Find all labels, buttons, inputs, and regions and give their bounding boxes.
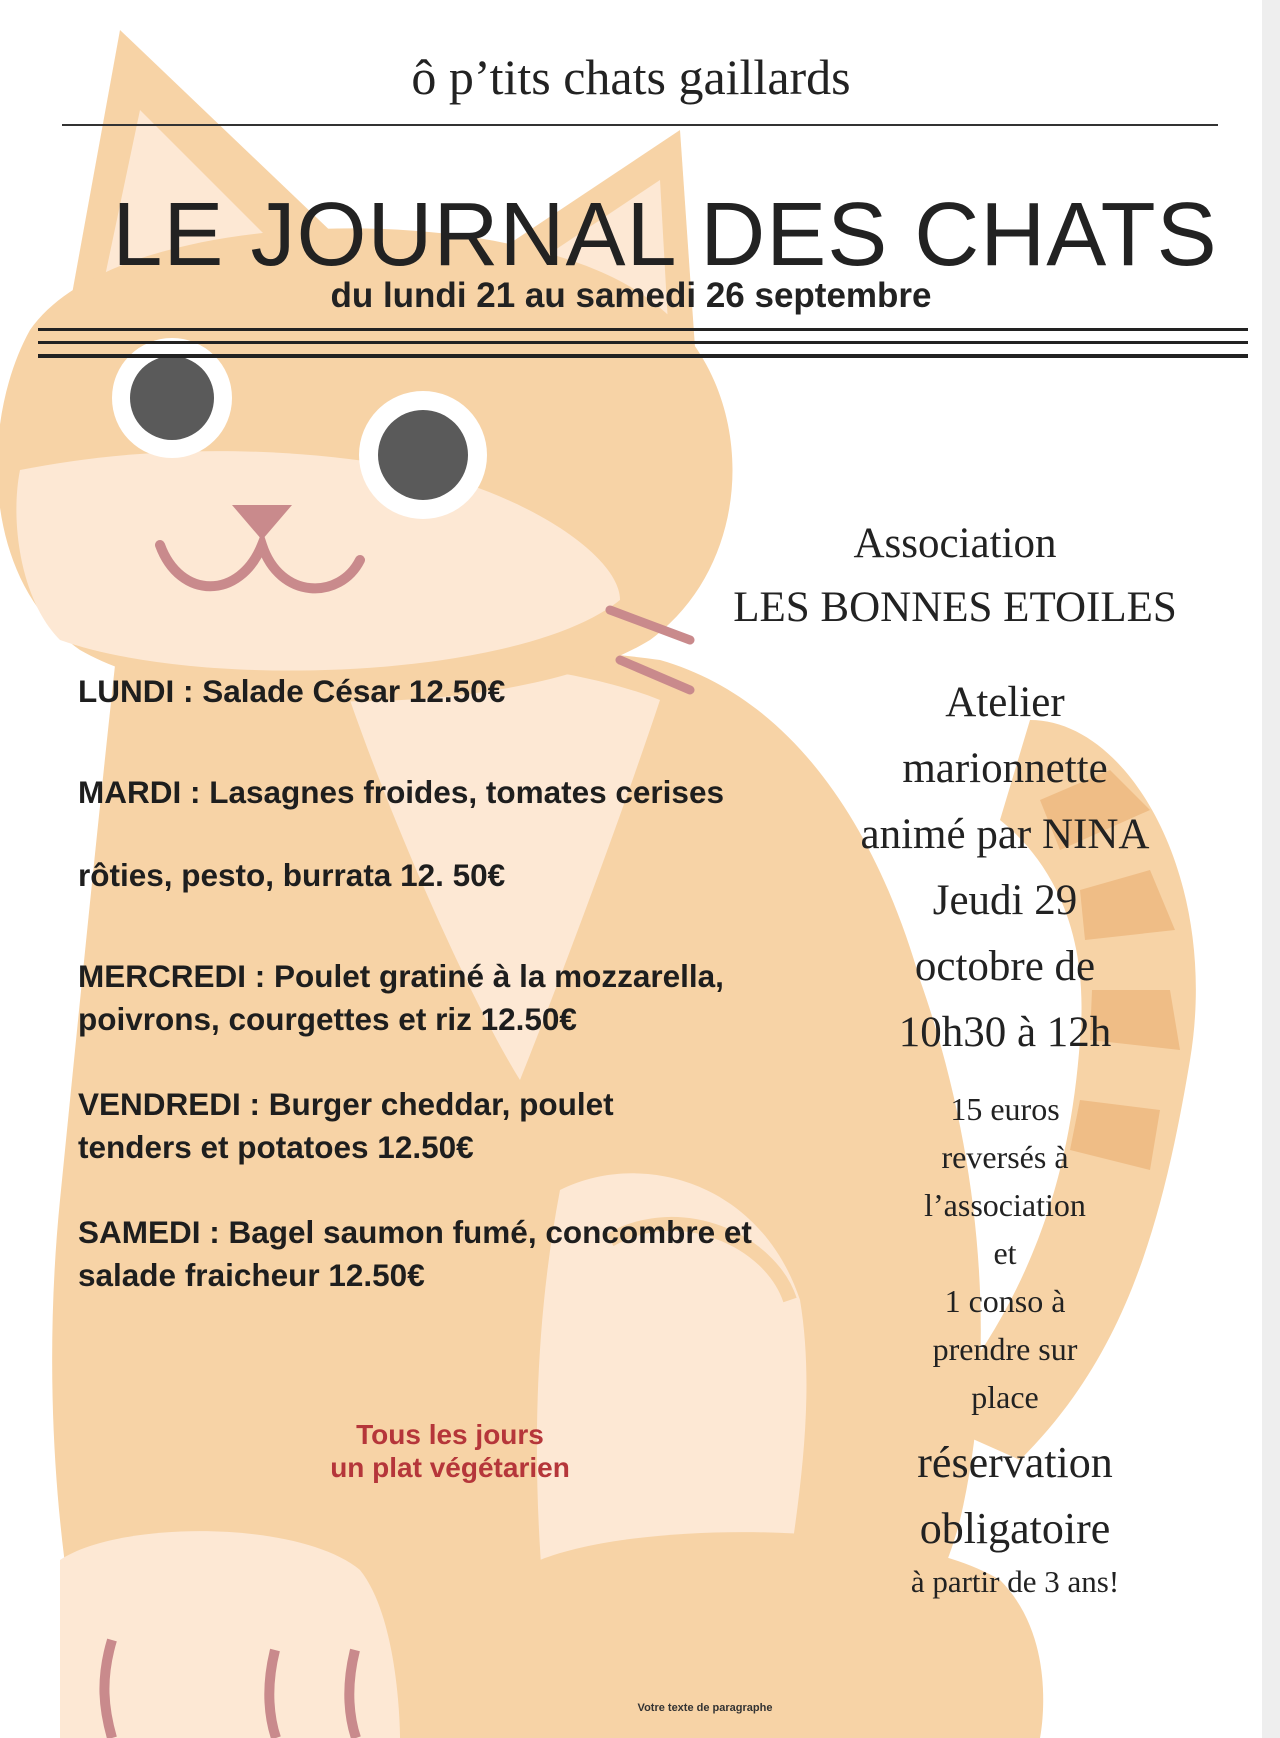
menu-day: MERCREDI <box>78 958 247 994</box>
reservation-notice <box>790 1430 1240 1562</box>
details-line: et <box>993 1235 1017 1271</box>
menu-day: VENDREDI <box>78 1086 241 1122</box>
workshop-line: octobre de <box>914 943 1096 990</box>
title-divider-middle <box>38 341 1248 344</box>
vegetarian-note <box>300 1418 600 1484</box>
menu-day: MARDI <box>78 774 182 810</box>
details-line: prendre sur <box>932 1331 1078 1367</box>
vegetarian-note-line: un plat végétarien <box>330 1452 570 1483</box>
details-line: place <box>971 1379 1039 1415</box>
menu-dish: Lasagnes froides, tomates cerises rôties, pesto, burrata 12. 50€ <box>78 774 724 893</box>
association-name <box>690 512 1220 640</box>
menu-item-mercredi: MERCREDI : Poulet gratiné à la mozzarella, poivrons, courgettes et riz 12.50€ <box>78 958 724 1037</box>
age-requirement: à partir de 3 ans! <box>910 1564 1120 1599</box>
reservation-line: obligatoire <box>919 1504 1111 1553</box>
workshop-line: marionnette <box>902 745 1108 792</box>
newspaper-title: LE JOURNAL DES CHATS <box>112 185 1218 285</box>
details-line: 1 conso à <box>944 1283 1066 1319</box>
details-line: l’association <box>924 1187 1086 1223</box>
association-title: LES BONNES ETOILES <box>733 584 1177 631</box>
details-line: reversés à <box>941 1139 1069 1175</box>
vegetarian-note-line: Tous les jours <box>356 1419 544 1450</box>
menu-item-lundi: LUNDI : Salade César 12.50€ <box>78 673 506 709</box>
menu-dish: Salade César 12.50€ <box>202 673 506 709</box>
workshop-announcement <box>760 670 1250 1066</box>
menu-day: LUNDI <box>78 673 175 709</box>
menu-item-vendredi: VENDREDI : Burger cheddar, poulet tenders et potatoes 12.50€ <box>78 1086 614 1165</box>
weekly-menu <box>78 670 778 1297</box>
workshop-line: animé par NINA <box>860 811 1150 858</box>
menu-dish: Burger cheddar, poulet tenders et potatoes 12.50€ <box>78 1086 614 1165</box>
reservation-line: réservation <box>917 1438 1113 1487</box>
menu-day: SAMEDI <box>78 1214 201 1250</box>
menu-item-samedi: SAMEDI : Bagel saumon fumé, concombre et salade fraicheur 12.50€ <box>78 1214 752 1293</box>
workshop-details <box>830 1085 1180 1421</box>
details-line: 15 euros <box>950 1091 1060 1127</box>
paragraph-placeholder: Votre texte de paragraphe <box>637 1702 773 1714</box>
title-divider-bottom <box>38 354 1248 358</box>
date-range: du lundi 21 au samedi 26 septembre <box>330 276 932 315</box>
workshop-line: 10h30 à 12h <box>898 1009 1112 1056</box>
menu-dish: Poulet gratiné à la mozzarella, poivrons, courgettes et riz 12.50€ <box>78 958 724 1037</box>
brand-divider <box>62 124 1218 126</box>
workshop-line: Atelier <box>945 679 1065 726</box>
title-divider-top <box>38 328 1248 331</box>
workshop-line: Jeudi 29 <box>932 877 1078 924</box>
menu-dish: Bagel saumon fumé, concombre et salade fraicheur 12.50€ <box>78 1214 752 1293</box>
association-label: Association <box>853 520 1057 567</box>
brand-name: ô p’tits chats gaillards <box>411 49 851 105</box>
menu-item-mardi: MARDI : Lasagnes froides, tomates cerises rôties, pesto, burrata 12. 50€ <box>78 774 724 893</box>
